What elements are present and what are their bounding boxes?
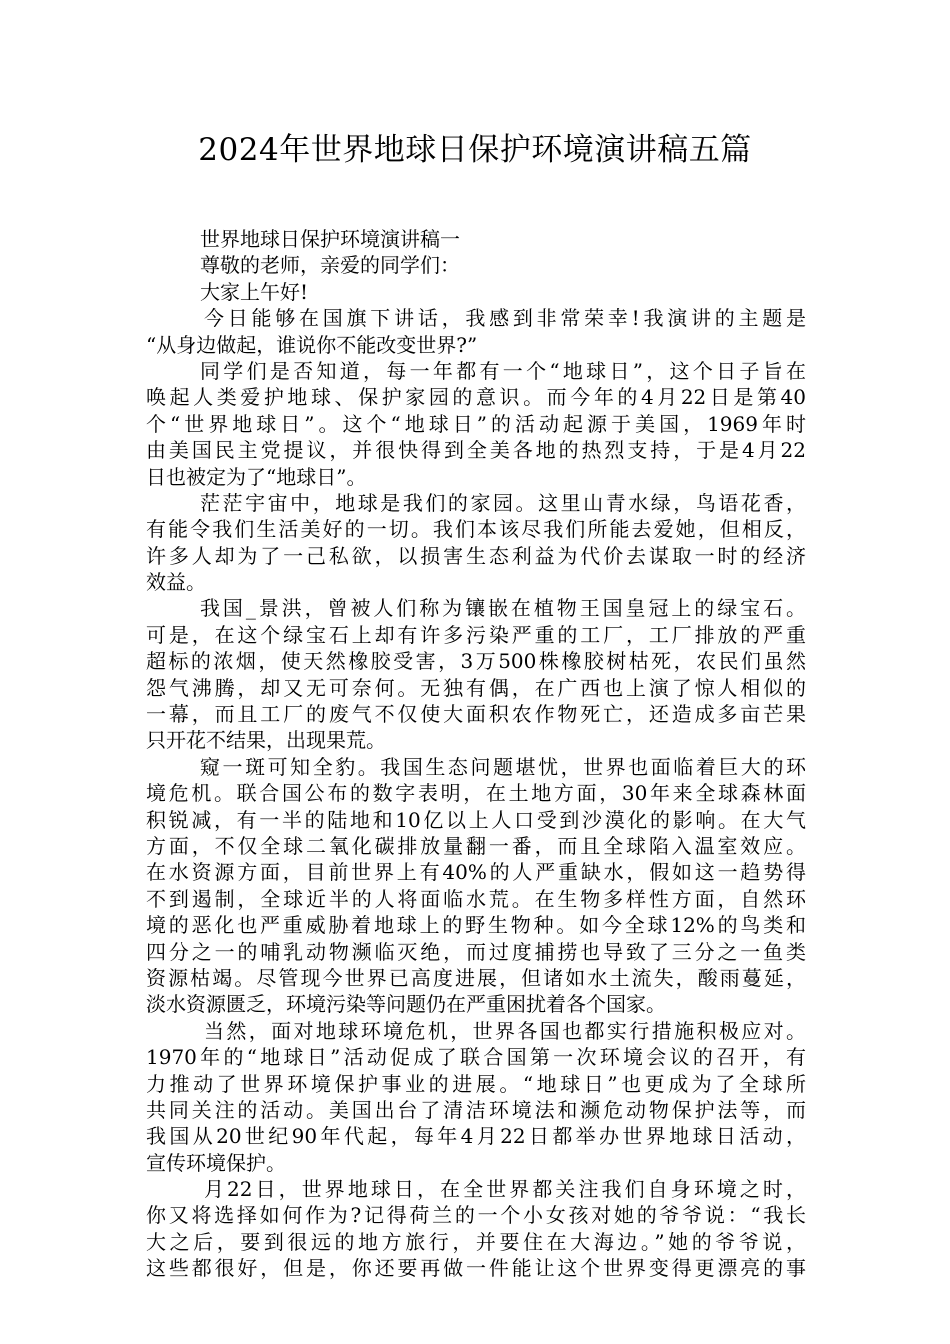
paragraph-line: 方面，不仅全球二氧化碳排放量翻一番，而且全球陷入温室效应。 (146, 833, 806, 858)
paragraph-line: 1970年的“地球日”活动促成了联合国第一次环境会议的召开，有 (146, 1045, 806, 1070)
paragraph-line: 不到遏制，全球近半的人将面临水荒。在生物多样性方面，自然环 (146, 886, 806, 911)
paragraph-line: 今日能够在国旗下讲话，我感到非常荣幸!我演讲的主题是 (204, 306, 806, 331)
paragraph-line: 茫茫宇宙中，地球是我们的家园。这里山青水绿，鸟语花香， (200, 490, 806, 515)
paragraph-line: 淡水资源匮乏，环境污染等问题仍在严重困扰着各个国家。 (146, 992, 666, 1017)
paragraph-p6 (146, 1018, 806, 1176)
paragraph-line: 我国从20世纪90年代起，每年4月22日都举办世界地球日活动， (146, 1124, 806, 1149)
paragraph-line: 我国_景洪，曾被人们称为镶嵌在植物王国皇冠上的绿宝石。 (200, 596, 806, 621)
paragraph-line: 四分之一的哺乳动物濒临灭绝，而过度捕捞也导致了三分之一鱼类 (146, 939, 806, 964)
paragraph-line: 境的恶化也严重威胁着地球上的野生物种。如今全球12%的鸟类和 (146, 913, 806, 938)
paragraph-line: 唤起人类爱护地球、保护家园的意识。而今年的4月22日是第40 (146, 385, 806, 410)
paragraph-greeting (146, 279, 806, 305)
paragraph-p5 (146, 754, 806, 1018)
paragraph-line: 力推动了世界环境保护事业的进展。“地球日”也更成为了全球所 (146, 1071, 806, 1096)
paragraph-line: 月22日，世界地球日，在全世界都关注我们自身环境之时， (204, 1177, 806, 1202)
paragraph-line: 效益。 (146, 570, 206, 595)
paragraph-line: 共同关注的活动。美国出台了清洁环境法和濒危动物保护法等，而 (146, 1097, 806, 1122)
paragraph-salutation (146, 252, 806, 278)
paragraph-p1 (146, 305, 806, 358)
paragraph-line: 这些都很好，但是，你还要再做一件能让这个世界变得更漂亮的事 (146, 1256, 806, 1281)
paragraph-line: 怨气沸腾，却又无可奈何。无独有偶，在广西也上演了惊人相似的 (146, 675, 806, 700)
paragraph-line: 由美国民主党提议，并很快得到全美各地的热烈支持，于是4月22 (146, 438, 806, 463)
paragraph-line: 在水资源方面，目前世界上有40%的人严重缺水，假如这一趋势得 (146, 860, 806, 885)
document-title: 2024年世界地球日保护环境演讲稿五篇 (198, 132, 752, 168)
paragraph-line: “从身边做起，谁说你不能改变世界?” (146, 332, 478, 357)
paragraph-line: 当然，面对地球环境危机，世界各国也都实行措施积极应对。 (204, 1018, 806, 1043)
paragraph-p3 (146, 490, 806, 596)
paragraph-line: 资源枯竭。尽管现今世界已高度进展，但诸如水土流失，酸雨蔓延， (146, 965, 806, 990)
paragraph-line: 大之后，要到很远的地方旅行，并要住在大海边。”她的爷爷说， (146, 1229, 806, 1254)
paragraph-line: 你又将选择如何作为?记得荷兰的一个小女孩对她的爷爷说：“我长 (146, 1203, 806, 1228)
document-body (146, 226, 806, 1282)
paragraph-line: 许多人却为了一己私欲，以损害生态利益为代价去谋取一时的经济 (146, 543, 806, 568)
paragraph-line: 同学们是否知道，每一年都有一个“地球日”，这个日子旨在 (200, 358, 806, 383)
paragraph-line: 境危机。联合国公布的数字表明，在土地方面，30年来全球森林面 (146, 781, 806, 806)
paragraph-line: 窥一斑可知全豹。我国生态问题堪忧，世界也面临着巨大的环 (200, 754, 806, 779)
paragraph-line: 有能令我们生活美好的一切。我们本该尽我们所能去爱她，但相反， (146, 517, 806, 542)
paragraph-line: 宣传环境保护。 (146, 1150, 286, 1175)
paragraph-heading (146, 226, 806, 252)
paragraph-line: 超标的浓烟，使天然橡胶受害，3万500株橡胶树枯死，农民们虽然 (146, 649, 806, 674)
paragraph-p2 (146, 358, 806, 490)
paragraph-line: 大家上午好! (200, 279, 309, 304)
paragraph-line: 积锐减，有一半的陆地和10亿以上人口受到沙漠化的影响。在大气 (146, 807, 806, 832)
paragraph-line: 可是，在这个绿宝石上却有许多污染严重的工厂，工厂排放的严重 (146, 622, 806, 647)
paragraph-line: 尊敬的老师，亲爱的同学们： (200, 253, 460, 278)
paragraph-line: 一幕，而且工厂的废气不仅使大面积农作物死亡，还造成多亩芒果 (146, 702, 806, 727)
paragraph-p7 (146, 1176, 806, 1282)
paragraph-line: 只开花不结果，出现果荒。 (146, 728, 386, 753)
paragraph-line: 世界地球日保护环境演讲稿一 (200, 227, 460, 251)
paragraph-line: 日也被定为了“地球日”。 (146, 464, 367, 489)
paragraph-line: 个“世界地球日”。这个“地球日”的活动起源于美国，1969年时 (146, 411, 806, 436)
paragraph-p4 (146, 595, 806, 753)
